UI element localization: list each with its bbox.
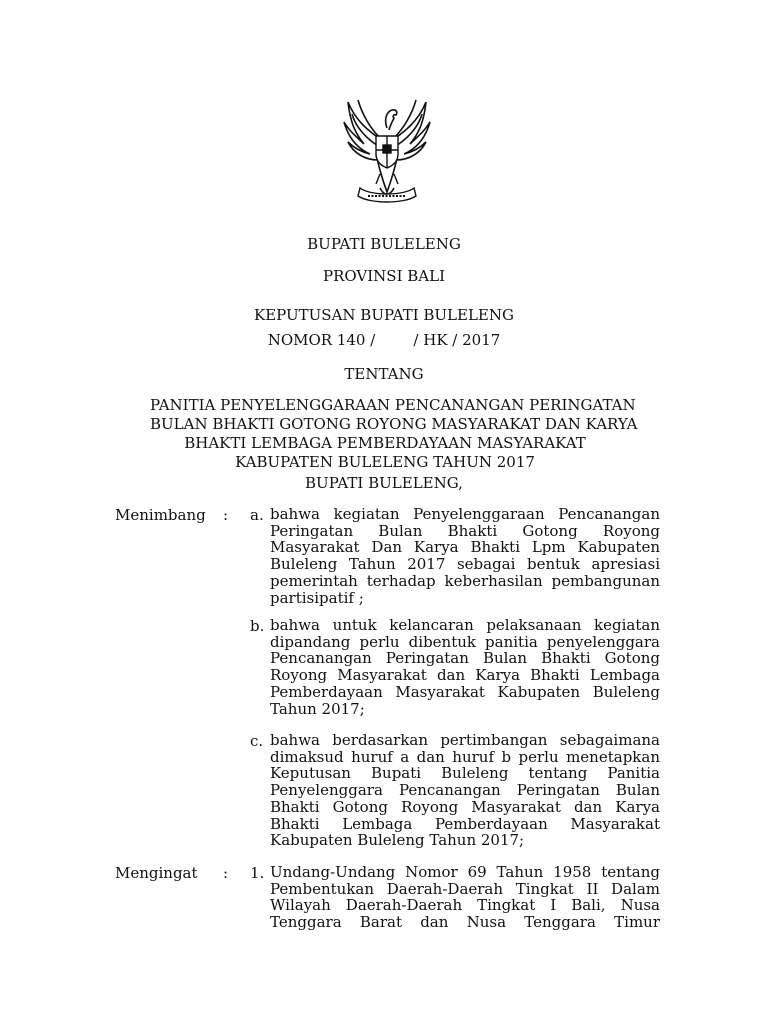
paragraph-line: pemerintah terhadap keberhasilan pembangunan (270, 571, 660, 590)
paragraph-line: Bhakti Gotong Royong Masyarakat dan Karya (270, 797, 660, 816)
paragraph-line: Undang-Undang Nomor 69 Tahun 1958 tentang (270, 863, 660, 881)
paragraph-line: bahwa untuk kelancaran pelaksanaan kegiatan (270, 616, 660, 634)
menimbang-label: Menimbang (115, 506, 206, 524)
item-mark: a. (250, 506, 264, 524)
paragraph-line: dipandang perlu dibentuk panitia penyelenggara (270, 632, 660, 651)
regent-signature-heading: BUPATI BULELENG, (305, 474, 463, 492)
paragraph-line: Wilayah Daerah-Daerah Tingkat I Bali, Nusa (270, 896, 660, 915)
province-heading: PROVINSI BALI (322, 267, 445, 285)
decree-subject (150, 396, 638, 472)
paragraph-line: Peringatan Bulan Bhakti Gotong Royong (270, 521, 660, 540)
paragraph-line: Tahun 2017; (270, 699, 365, 718)
legal-basis-1 (270, 864, 660, 931)
paragraph-line: Tenggara Barat dan Nusa Tenggara Timur (270, 913, 660, 932)
paragraph-line: Royong Masyarakat dan Karya Bhakti Lembaga (270, 666, 660, 685)
paragraph-line: dimaksud huruf a dan huruf b perlu menetapkan (270, 747, 660, 766)
mengingat-colon: : (223, 864, 229, 882)
paragraph-line: Pencanangan Peringatan Bulan Bhakti Gotong (270, 649, 660, 668)
paragraph-line: Buleleng Tahun 2017 sebagai bentuk apresiasi (270, 555, 660, 574)
paragraph-line: Pemberdayaan Masyarakat Kabupaten Buleleng (270, 682, 660, 701)
paragraph-line: Masyarakat Dan Karya Bhakti Lpm Kabupaten (270, 538, 660, 557)
consideration-a (270, 506, 660, 606)
paragraph-line: Keputusan Bupati Buleleng tentang Panitia (270, 764, 660, 783)
garuda-emblem-icon (340, 92, 434, 214)
item-mark: 1. (250, 864, 265, 882)
mengingat-label: Mengingat (115, 864, 198, 882)
regent-heading: BUPATI BULELENG (307, 235, 461, 253)
decree-number: NOMOR 140 / / HK / 2017 (267, 331, 501, 349)
item-mark: b. (250, 617, 265, 635)
consideration-b (270, 617, 660, 717)
consideration-c (270, 732, 660, 849)
paragraph-line: Pembentukan Daerah-Daerah Tingkat II Dalam (270, 879, 660, 898)
item-mark: c. (250, 732, 264, 750)
menimbang-colon: : (223, 506, 229, 524)
about-heading: TENTANG (344, 365, 424, 383)
paragraph-line: partisipatif ; (270, 588, 364, 607)
paragraph-line: Bhakti Lembaga Pemberdayaan Masyarakat (270, 814, 660, 833)
decree-heading: KEPUTUSAN BUPATI BULELENG (254, 306, 514, 324)
subject-line: BHAKTI LEMBAGA PEMBERDAYAAN MASYARAKAT (184, 434, 586, 452)
subject-line: PANITIA PENYELENGGARAAN PENCANANGAN PERINGATAN (150, 396, 636, 414)
subject-line: BULAN BHAKTI GOTONG ROYONG MASYARAKAT DAN KARYA (150, 415, 638, 433)
subject-line: KABUPATEN BULELENG TAHUN 2017 (235, 453, 535, 471)
paragraph-line: Penyelenggara Pencanangan Peringatan Bulan (270, 781, 660, 800)
paragraph-line: bahwa berdasarkan pertimbangan sebagaimana (270, 731, 660, 749)
paragraph-line: Kabupaten Buleleng Tahun 2017; (270, 831, 525, 850)
paragraph-line: bahwa kegiatan Penyelenggaraan Pencanangan (270, 505, 660, 523)
